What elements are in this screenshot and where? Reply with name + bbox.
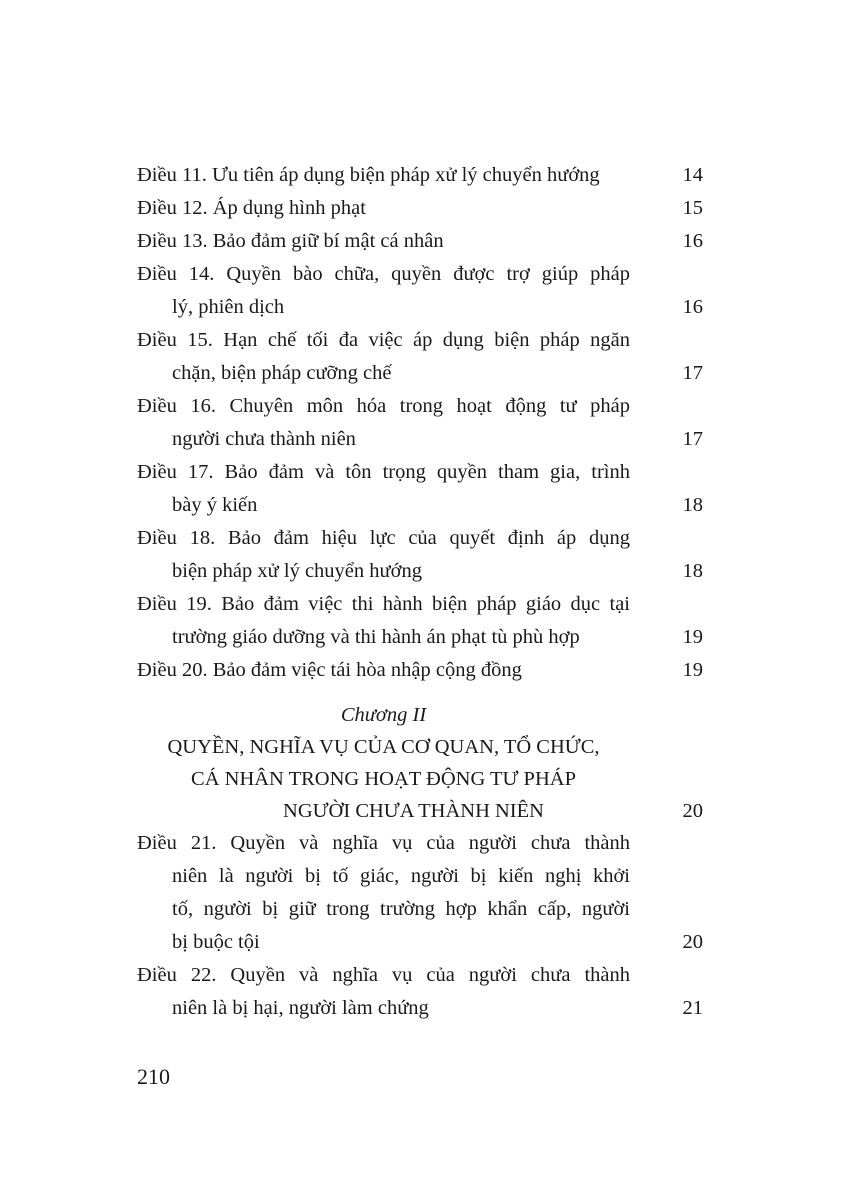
- toc-entry: [137, 588, 703, 654]
- toc-entry-text: trường giáo dưỡng và thi hành án phạt tù phù hợp: [172, 626, 580, 648]
- toc-entry-text: tố, người bị giữ trong trường hợp khẩn cấp, người: [172, 898, 630, 920]
- toc-entry-text: bị buộc tội: [172, 931, 260, 953]
- chapter-title-line: NGƯỜI CHƯA THÀNH NIÊN: [283, 800, 544, 822]
- toc-entry-text: Điều 19. Bảo đảm việc thi hành biện pháp giáo dục tại: [137, 593, 630, 615]
- toc-entry: [137, 827, 703, 959]
- toc-entry-text: người chưa thành niên: [172, 428, 356, 450]
- toc-entry-page: 17: [682, 362, 703, 384]
- toc-entry: [137, 654, 703, 687]
- toc-entry-page: 16: [682, 230, 703, 252]
- toc-entry-text: Điều 15. Hạn chế tối đa việc áp dụng biện pháp ngăn: [137, 329, 630, 351]
- chapter-heading: [137, 699, 703, 827]
- toc-entry-text: Điều 13. Bảo đảm giữ bí mật cá nhân: [137, 230, 444, 252]
- toc-entry-text: niên là người bị tố giác, người bị kiến nghị khởi: [172, 865, 630, 887]
- toc-entry-text: Điều 17. Bảo đảm và tôn trọng quyền tham gia, trình: [137, 461, 630, 483]
- toc-entry-text: Điều 20. Bảo đảm việc tái hòa nhập cộng đồng: [137, 659, 522, 681]
- toc-entry-text: Điều 22. Quyền và nghĩa vụ của người chưa thành: [137, 964, 630, 986]
- table-of-contents: [137, 159, 703, 1025]
- toc-entry-text: Điều 12. Áp dụng hình phạt: [137, 197, 366, 219]
- toc-entry-page: 14: [682, 164, 703, 186]
- toc-entry-page: 16: [682, 296, 703, 318]
- toc-entry: [137, 522, 703, 588]
- toc-entry-text: bày ý kiến: [172, 494, 258, 516]
- toc-entry: [137, 324, 703, 390]
- page-number: 210: [137, 1064, 170, 1089]
- toc-entry-text: biện pháp xử lý chuyển hướng: [172, 560, 422, 582]
- chapter-title-line: CÁ NHÂN TRONG HOẠT ĐỘNG TƯ PHÁP: [191, 768, 576, 790]
- toc-entry-text: Điều 21. Quyền và nghĩa vụ của người chưa thành: [137, 832, 630, 854]
- toc-entry-page: 18: [682, 560, 703, 582]
- toc-entry-page: 19: [682, 626, 703, 648]
- toc-entry-page: 19: [682, 659, 703, 681]
- toc-entry-text: lý, phiên dịch: [172, 296, 285, 318]
- toc-entry-text: Điều 18. Bảo đảm hiệu lực của quyết định áp dụng: [137, 527, 630, 549]
- toc-entry-text: Điều 14. Quyền bào chữa, quyền được trợ giúp pháp: [137, 263, 630, 285]
- toc-entry: [137, 390, 703, 456]
- toc-entry: [137, 258, 703, 324]
- toc-entry-text: niên là bị hại, người làm chứng: [172, 997, 429, 1019]
- toc-entry-page: 18: [682, 494, 703, 516]
- entries-before: [137, 159, 703, 687]
- toc-entry-text: Điều 16. Chuyên môn hóa trong hoạt động tư pháp: [137, 395, 630, 417]
- toc-entry-page: 20: [682, 931, 703, 953]
- toc-entry: [137, 159, 703, 192]
- toc-entry: [137, 225, 703, 258]
- toc-entry: [137, 959, 703, 1025]
- toc-entry-page: 15: [682, 197, 703, 219]
- chapter-page-number: 20: [682, 800, 703, 822]
- toc-entry-page: 21: [682, 997, 703, 1019]
- chapter-label: Chương II: [340, 704, 427, 726]
- toc-entry: [137, 456, 703, 522]
- entries-after: [137, 827, 703, 1025]
- chapter-title-line: QUYỀN, NGHĨA VỤ CỦA CƠ QUAN, TỔ CHỨC,: [167, 736, 600, 758]
- toc-entry-page: 17: [682, 428, 703, 450]
- toc-entry-text: chặn, biện pháp cưỡng chế: [172, 362, 392, 384]
- toc-entry: [137, 192, 703, 225]
- toc-entry-text: Điều 11. Ưu tiên áp dụng biện pháp xử lý chuyển hướng: [137, 164, 600, 186]
